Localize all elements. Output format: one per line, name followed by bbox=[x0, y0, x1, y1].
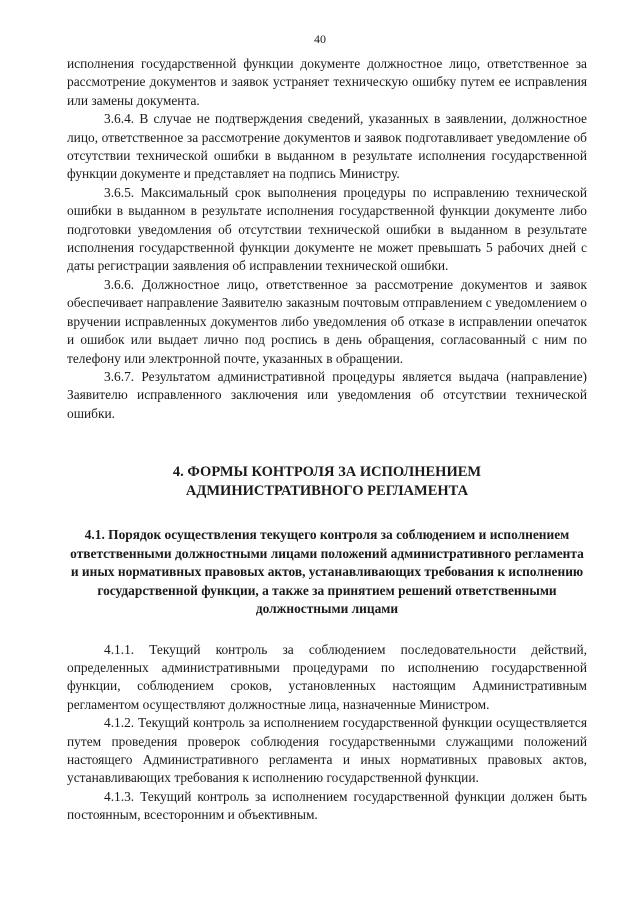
paragraph-4-1-3: 4.1.3. Текущий контроль за исполнением государственной функции должен быть постоянным, всесторонним и объективным. bbox=[67, 788, 587, 823]
paragraph-3-6-6: 3.6.6. Должностное лицо, ответственное за рассмотрение документов и заявок обеспечивает направление Заявителю заказным почтовым отправлением с уведомлением о вручении исправленных документов либо уведомления об отказе в исправлении опечаток и ошибок или выдает лично под роспись в день обращения, согласованный с ним по телефону или электронной почте, указанных в обращении. bbox=[67, 276, 587, 366]
paragraph-3-6-7: 3.6.7. Результатом административной процедуры является выдача (направление) Заявителю исправленного заключения или уведомления об отсутствии технической ошибки. bbox=[67, 368, 587, 421]
paragraph-4-1-1: 4.1.1. Текущий контроль за соблюдением последовательности действий, определенных административными процедурами по исполнению государственной функции, соблюдением сроков, установленных настоящим Административным регламентом осуществляют должностные лица, назначенные Министром. bbox=[67, 641, 587, 712]
paragraph-3-6-4: 3.6.4. В случае не подтверждения сведений, указанных в заявлении, должностное лицо, ответственное за рассмотрение документов и заявок подготавливает уведомление об отсутствии технической ошибки в выданном в результате исполнения государственной функции документе и представляет на подпись Министру. bbox=[67, 111, 587, 182]
paragraph-3-6-5: 3.6.5. Максимальный срок выполнения процедуры по исправлению технической ошибки в выданном в результате исполнения государственной функции документе либо подготовки уведомления об отсутствии технической ошибки в выданном в результате исполнения государственной функции документе не может превышать 5 рабочих дней с даты регистрации заявления об исправлении технической ошибки. bbox=[67, 184, 587, 274]
paragraph-continuation: исполнения государственной функции документе должностное лицо, ответственное за рассмотрение документов и заявок устраняет техническую ошибку путем ее исправления или замены документа. bbox=[67, 56, 587, 108]
subsection-title: 4.1. Порядок осуществления текущего контроля за соблюдением и исполнением ответственными должностными лицами положений административного регламента и иных нормативных правовых актов, устанавливающих требования к исполнению государственной функции, а также за принятием решений ответственными должностными лицами bbox=[70, 527, 584, 617]
section-title: 4. ФОРМЫ КОНТРОЛЯ ЗА ИСПОЛНЕНИЕМ АДМИНИСТРАТИВНОГО РЕГЛАМЕНТА bbox=[172, 464, 482, 500]
page-number: 40 bbox=[314, 32, 326, 46]
paragraph-4-1-2: 4.1.2. Текущий контроль за исполнением государственной функции осуществляется путем проведения проверок соблюдения государственными служащими положений настоящего Административного регламента и иных нормативных правовых актов, устанавливающих требования к исполнению государственной функции. bbox=[67, 715, 587, 786]
page-content bbox=[67, 55, 587, 825]
